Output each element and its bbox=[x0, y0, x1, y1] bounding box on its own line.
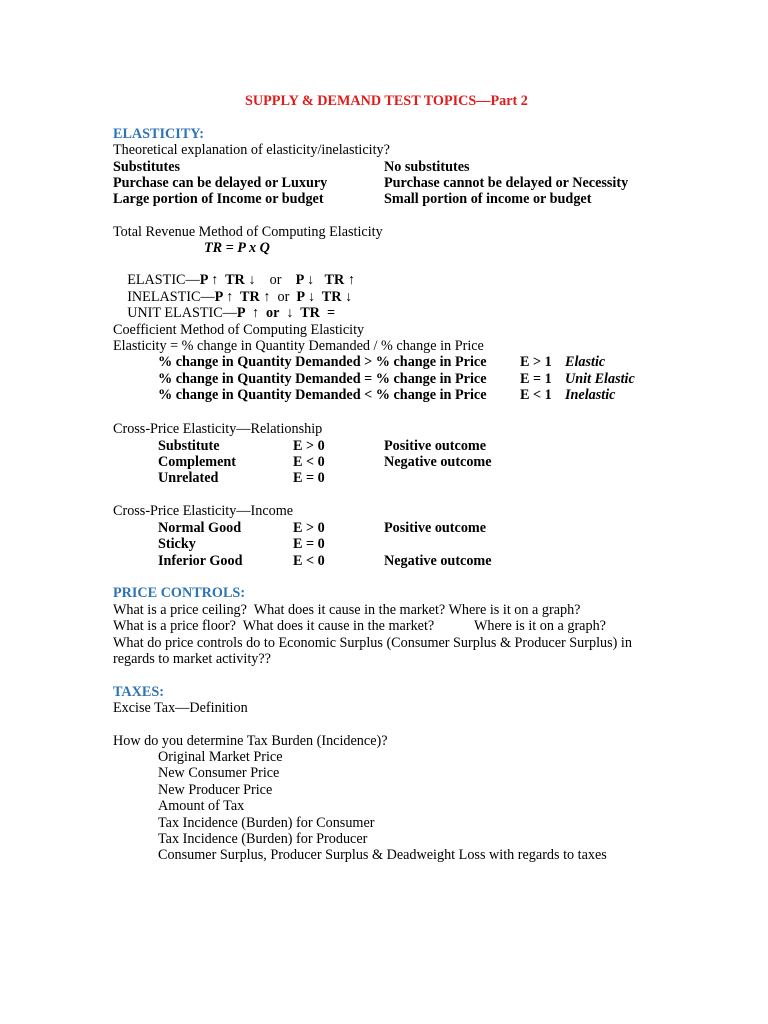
inelastic-line-part2: P ↓ TR ↓ bbox=[296, 289, 353, 306]
income-good-name: Inferior Good bbox=[158, 553, 243, 569]
income-good-outcome: Positive outcome bbox=[384, 520, 487, 536]
theory-intro: Theoretical explanation of elasticity/inelasticity? bbox=[113, 142, 390, 158]
coef-label: Elastic bbox=[565, 354, 606, 370]
elastic-factor: Large portion of Income or budget bbox=[113, 191, 324, 207]
relationship-e: E = 0 bbox=[293, 470, 325, 486]
price-floor-graph-question: Where is it on a graph? bbox=[474, 618, 606, 634]
price-ceiling-question: What is a price ceiling? What does it cause in the market? Where is it on a graph? bbox=[113, 602, 581, 618]
price-floor-question: What is a price floor? What does it cause in the market? bbox=[113, 618, 435, 634]
cross-relationship-heading: Cross-Price Elasticity—Relationship bbox=[113, 421, 323, 437]
unit-line-bold: P ↑ or ↓ TR = bbox=[236, 305, 336, 322]
surplus-question-line1: What do price controls do to Economic Surplus (Consumer Surplus & Producer Surplus) in bbox=[113, 635, 632, 651]
elastic-factor: Substitutes bbox=[113, 159, 181, 175]
income-good-e: E = 0 bbox=[293, 536, 325, 552]
elastic-line-part1: P ↑ TR ↓ bbox=[199, 272, 256, 289]
elastic-line-part2: P ↓ TR ↑ bbox=[295, 272, 355, 289]
tr-formula: TR = P x Q bbox=[204, 240, 270, 256]
income-good-outcome: Negative outcome bbox=[384, 553, 492, 569]
coef-condition: % change in Quantity Demanded > % change in Price bbox=[158, 354, 487, 370]
tax-item: New Consumer Price bbox=[158, 765, 280, 781]
inelastic-factor: Small portion of income or budget bbox=[384, 191, 592, 207]
excise-tax-line: Excise Tax—Definition bbox=[113, 700, 248, 716]
income-good-e: E < 0 bbox=[293, 553, 325, 569]
price-controls-heading: PRICE CONTROLS: bbox=[113, 585, 246, 601]
elastic-factor: Purchase can be delayed or Luxury bbox=[113, 175, 328, 191]
coef-e-value: E = 1 bbox=[520, 371, 552, 387]
tax-item: Tax Incidence (Burden) for Producer bbox=[158, 831, 368, 847]
coef-e-value: E > 1 bbox=[520, 354, 552, 370]
income-good-name: Normal Good bbox=[158, 520, 242, 536]
relationship-name: Substitute bbox=[158, 438, 220, 454]
surplus-question-line2: regards to market activity?? bbox=[113, 651, 271, 667]
relationship-e: E > 0 bbox=[293, 438, 325, 454]
tax-item: Original Market Price bbox=[158, 749, 283, 765]
tax-burden-question: How do you determine Tax Burden (Incidence)? bbox=[113, 733, 388, 749]
coef-label: Unit Elastic bbox=[565, 371, 635, 387]
income-good-e: E > 0 bbox=[293, 520, 325, 536]
inelastic-line-prefix: INELASTIC— bbox=[127, 289, 215, 306]
coef-condition: % change in Quantity Demanded < % change in Price bbox=[158, 387, 487, 403]
inelastic-factor: Purchase cannot be delayed or Necessity bbox=[384, 175, 629, 191]
elasticity-heading: ELASTICITY: bbox=[113, 126, 204, 142]
relationship-outcome: Negative outcome bbox=[384, 454, 492, 470]
coef-formula: Elasticity = % change in Quantity Demanded / % change in Price bbox=[113, 338, 484, 354]
taxes-heading: TAXES: bbox=[113, 684, 164, 700]
coef-condition: % change in Quantity Demanded = % change in Price bbox=[158, 371, 487, 387]
tax-item: Consumer Surplus, Producer Surplus & Deadweight Loss with regards to taxes bbox=[158, 847, 607, 863]
elastic-line-or: or bbox=[255, 272, 296, 289]
document-title: SUPPLY & DEMAND TEST TOPICS—Part 2 bbox=[245, 93, 528, 109]
tax-item: Tax Incidence (Burden) for Consumer bbox=[158, 815, 375, 831]
unit-line-prefix: UNIT ELASTIC— bbox=[127, 305, 237, 322]
tax-item: Amount of Tax bbox=[158, 798, 245, 814]
inelastic-factor: No substitutes bbox=[384, 159, 470, 175]
cross-income-heading: Cross-Price Elasticity—Income bbox=[113, 503, 294, 519]
tax-item: New Producer Price bbox=[158, 782, 273, 798]
relationship-name: Unrelated bbox=[158, 470, 219, 486]
relationship-outcome: Positive outcome bbox=[384, 438, 487, 454]
coef-label: Inelastic bbox=[565, 387, 616, 403]
coef-method-heading: Coefficient Method of Computing Elasticity bbox=[113, 322, 365, 338]
income-good-name: Sticky bbox=[158, 536, 196, 552]
elastic-line-prefix: ELASTIC— bbox=[127, 272, 200, 289]
tr-method-heading: Total Revenue Method of Computing Elasticity bbox=[113, 224, 383, 240]
coef-e-value: E < 1 bbox=[520, 387, 552, 403]
relationship-e: E < 0 bbox=[293, 454, 325, 470]
relationship-name: Complement bbox=[158, 454, 237, 470]
inelastic-line-part1: P ↑ TR ↑ bbox=[214, 289, 271, 306]
inelastic-line-or: or bbox=[270, 289, 297, 306]
